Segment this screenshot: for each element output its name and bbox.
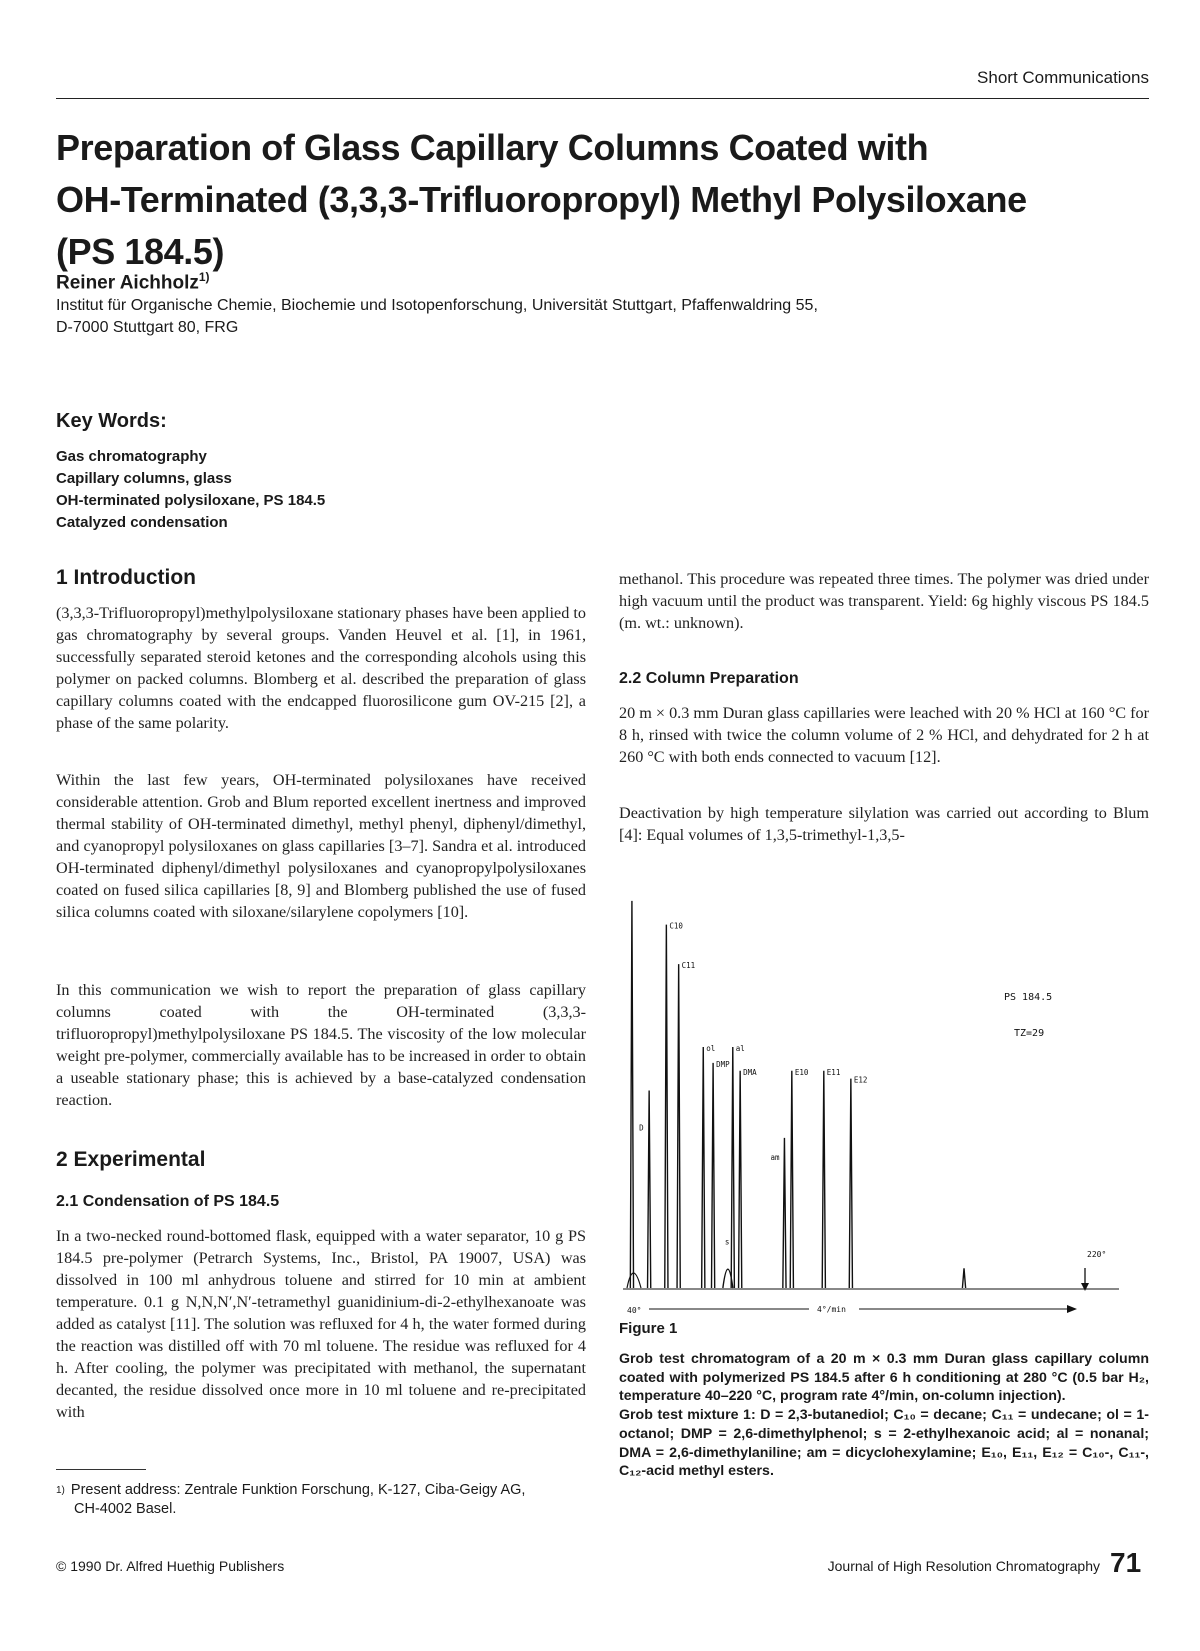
peak-label: E10 <box>794 1067 809 1077</box>
keyword-item: Catalyzed condensation <box>56 514 228 531</box>
footnote <box>56 1481 596 1519</box>
figure-caption <box>619 1350 1149 1481</box>
subsection-heading-condensation: 2.1 Condensation of PS 184.5 <box>56 1193 280 1210</box>
paragraph-intro-1: (3,3,3-Trifluoropropyl)methylpolysiloxane stationary phases have been applied to gas chromatography by several groups. Vanden Heuvel et al. [1], in 1961, successfully separated steroid ketones and the corresponding alcohols using this polymer on packed columns. Blomberg et al. described the preparation of glass capillary columns coated with the endcapped fluorosilicone gum OV-215 [2], a phase of the same polarity. <box>56 604 586 732</box>
end-temperature-label: 220° <box>1087 1250 1107 1259</box>
author <box>56 270 210 294</box>
figure-label: Figure 1 <box>619 1320 678 1337</box>
figure-caption-part-1: Grob test chromatogram of a 20 m × 0.3 mm Duran glass capillary column coated with polymerized PS 184.5 after 6 h conditioning at 280 °C (0.5 bar H₂, temperature 40–220 °C, program rate 4°/min, on-column injection). <box>619 1351 1149 1405</box>
chromatogram-peak <box>665 925 668 1288</box>
chromatogram-peak <box>822 1071 825 1288</box>
affiliation-line: Institut für Organische Chemie, Biochemie und Isotopenforschung, Universität Stuttgart, Pfaffenwaldring 55, <box>56 297 818 314</box>
peak-label: C11 <box>681 961 696 971</box>
peak-label: D <box>639 1123 644 1133</box>
paragraph-intro-2: Within the last few years, OH-terminated polysiloxanes have received considerable attention. Grob and Blum reported excellent inertness and improved thermal stability of OH-terminated dimethyl, methyl phenyl, diphenyl/dimethyl, and cyanopropyl polysiloxanes on glass capillaries [3–7]. Sandra et al. introduced OH-terminated diphenyl/dimethyl polysiloxanes and cyanopropylpolysiloxanes coated on fused silica capillaries [8, 9] and Blomberg published the use of fused silica columns coated with siloxane/silarylene copolymers [10]. <box>56 771 586 921</box>
start-temperature-label: 40° <box>627 1306 642 1315</box>
page-number: 71 <box>1110 1547 1142 1578</box>
chromatogram-peak <box>962 1268 965 1288</box>
keywords-list <box>56 446 325 534</box>
peak-label: C10 <box>669 921 683 931</box>
peak-label: DMA <box>743 1067 757 1077</box>
time-axis-arrowhead <box>1067 1305 1077 1313</box>
author-name: Reiner Aichholz <box>56 272 199 294</box>
header-rule <box>56 98 1149 99</box>
copyright: © 1990 Dr. Alfred Huethig Publishers <box>56 1558 285 1574</box>
peak-label: E12 <box>853 1075 868 1085</box>
peak-label: ol <box>706 1044 716 1054</box>
paragraph-condensation: In a two-necked round-bottomed flask, equipped with a water separator, 10 g PS 184.5 pre-polymer (Petrarch Systems, Inc., Bristol, PA 19007, USA) was dissolved in 100 ml anhydrous toluene and stirred for 10 min at ambient temperature. 0.1 g N,N,N′,N′-tetramethyl guanidinium-di-2-ethylhexanoate was added as catalyst [11]. The solution was refluxed for 4 h, the water formed during the reaction was distilled off with 70 ml toluene. The residue was refluxed for 4 h. After cooling, the polymer was precipitated with methanol, the supernatant decanted, the residue dissolved once more in 10 ml toluene and re-precipitated with <box>56 1227 586 1421</box>
section-heading-introduction: 1 Introduction <box>56 566 196 589</box>
keyword-item: Capillary columns, glass <box>56 470 232 487</box>
chromatogram-figure <box>619 885 1139 1325</box>
keyword-item: Gas chromatography <box>56 448 207 465</box>
paragraph-condensation-continued: methanol. This procedure was repeated three times. The polymer was dried under high vacuum until the product was transparent. Yield: 6g highly viscous PS 184.5 (m. wt.: unknown). <box>619 570 1149 632</box>
end-arrow-head <box>1081 1283 1089 1291</box>
affiliation-line: D-7000 Stuttgart 80, FRG <box>56 319 239 336</box>
peaks-layer <box>627 901 966 1288</box>
peak-label: am <box>770 1152 780 1162</box>
chromatogram-peak <box>648 1091 651 1289</box>
program-rate-label: 4°/min <box>817 1305 846 1314</box>
article-title <box>56 122 1149 278</box>
tz-annotation: TZ=29 <box>1014 1028 1045 1039</box>
keyword-item: OH-terminated polysiloxane, PS 184.5 <box>56 492 326 509</box>
chromatogram-peak <box>739 1071 742 1288</box>
affiliation <box>56 295 1056 339</box>
phase-annotation: PS 184.5 <box>1004 992 1053 1003</box>
footnote-mark: 1) <box>56 1485 65 1496</box>
paragraph-deactivation: Deactivation by high temperature silylation was carried out according to Blum [4]: Equal volumes of 1,3,5-trimethyl-1,3,5- <box>619 804 1149 844</box>
peak-label: al <box>735 1044 745 1054</box>
peak-label: s <box>724 1237 730 1247</box>
footnote-line: CH-4002 Basel. <box>74 1501 177 1517</box>
paragraph-column-preparation: 20 m × 0.3 mm Duran glass capillaries were leached with 20 % HCl at 160 °C for 8 h, rinsed with twice the column volume of 2 % HCl, and dehydrated for 2 h at 260 °C with both ends connected to vacuum [12]. <box>619 704 1149 766</box>
paragraph-intro-3: In this communication we wish to report the preparation of glass capillary columns coated with the OH-terminated (3,3,3-trifluoropropyl)methylpolysiloxane PS 184.5. The viscosity of the low molecular weight pre-polymer, commercially available has to be increased in order to obtain a useable stationary phase; this is achieved by a base-catalyzed condensation reaction. <box>56 981 586 1109</box>
chromatogram-peak <box>677 964 680 1288</box>
subsection-heading-column-preparation: 2.2 Column Preparation <box>619 670 799 687</box>
title-line: OH-Terminated (3,3,3-Trifluoropropyl) Methyl Polysiloxane <box>56 179 1027 220</box>
title-line: (PS 184.5) <box>56 231 225 272</box>
footnote-line: Present address: Zentrale Funktion Forschung, K-127, Ciba-Geigy AG, <box>70 1482 526 1498</box>
chromatogram-peak <box>702 1047 705 1288</box>
title-line: Preparation of Glass Capillary Columns Coated with <box>56 127 929 168</box>
chromatogram-peak <box>731 1047 734 1288</box>
chromatogram-peak <box>790 1071 793 1288</box>
footnote-rule <box>56 1469 146 1470</box>
chromatogram-peak <box>849 1079 852 1288</box>
peak-label: E11 <box>826 1067 841 1077</box>
section-heading-experimental: 2 Experimental <box>56 1148 206 1171</box>
keywords-heading: Key Words: <box>56 410 167 432</box>
journal-name: Journal of High Resolution Chromatography <box>827 1558 1100 1574</box>
running-head: Short Communications <box>977 68 1149 87</box>
chromatogram-peak <box>783 1138 786 1288</box>
figure-caption-part-2: Grob test mixture 1: D = 2,3-butanediol; C₁₀ = decane; C₁₁ = undecane; ol = 1-octanol; DMP = 2,6-dimethylphenol; s = 2-ethylhexanoic acid; al = nonanal; DMA = 2,6-dimethylaniline; am = dicyclohexylamine; E₁₀, E₁₁, E₁₂ = C₁₀-, C₁₁-, C₁₂-acid methyl esters. <box>619 1407 1149 1480</box>
chromatogram-peak <box>712 1063 715 1288</box>
peak-label: DMP <box>716 1059 730 1069</box>
peak-labels-layer <box>639 922 867 1247</box>
author-footnote-mark: 1) <box>198 270 210 284</box>
chromatogram-peak <box>630 901 633 1288</box>
